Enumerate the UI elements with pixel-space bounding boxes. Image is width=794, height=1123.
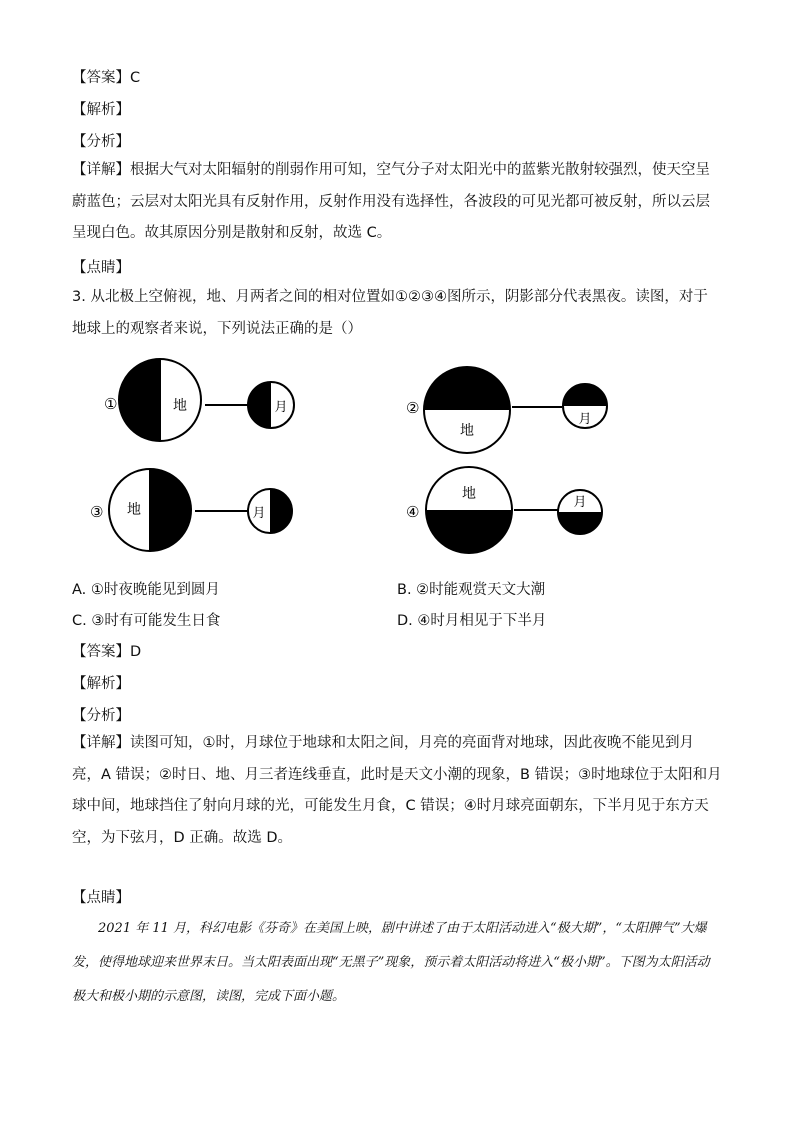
diagram-4 — [406, 467, 602, 553]
q3-comment-heading: 【点睛】 — [72, 890, 130, 906]
earth-4-night — [426, 510, 512, 553]
moon-1-night — [248, 382, 271, 428]
q3-analysis-heading: 【解析】 — [72, 676, 130, 692]
diagram-2-number: ② — [406, 399, 420, 417]
moon-2-night — [563, 384, 607, 406]
diagram-1-number: ① — [104, 395, 118, 413]
moon-3-night — [270, 489, 292, 533]
moon-2-label: 月 — [578, 412, 592, 427]
q3-answer: 【答案】D — [72, 644, 142, 660]
q3-fenxi-heading: 【分析】 — [72, 708, 130, 724]
option-d: D. ④时月相见于下半月 — [397, 613, 547, 629]
q3-stem: 3. 从北极上空俯视，地、月两者之间的相对位置如①②③④图所示，阴影部分代表黑夜。读图，对于地球上的观察者来说，下列说法正确的是（） — [72, 289, 708, 337]
option-b: B. ②时能观赏天文大潮 — [397, 582, 546, 598]
q2-analysis-heading: 【解析】 — [72, 102, 130, 118]
diagram-3 — [90, 469, 292, 551]
moon-4-label: 月 — [573, 495, 587, 510]
q2-fenxi-heading: 【分析】 — [72, 134, 130, 150]
q3-detail: 【详解】读图可知，①时，月球位于地球和太阳之间，月亮的亮面背对地球，因此夜晚不能见到月亮，A 错误；②时日、地、月三者连线垂直，此时是天文小潮的现象，B 错误；③时地球位于太阳和月球中间，地球挡住了射向月球的光，可能发生月食，C 错误；④时月球亮面朝东，下半月见于东方天空，为下弦月，D 正确。故选 D。 — [72, 735, 722, 846]
q2-answer: 【答案】C — [72, 70, 141, 86]
moon-3-label: 月 — [252, 506, 266, 521]
q2-detail: 【详解】根据大气对太阳辐射的削弱作用可知，空气分子对太阳光中的蓝紫光散射较强烈，使天空呈蔚蓝色；云层对太阳光具有反射作用，反射作用没有选择性，各波段的可见光都可被反射，所以云层呈现白色。故其原因分别是散射和反射，故选 C。 — [72, 162, 710, 241]
diagram-1 — [104, 359, 294, 441]
diagram-2 — [406, 367, 607, 453]
diagram-3-number: ③ — [90, 503, 104, 521]
q2-comment-heading: 【点睛】 — [72, 260, 130, 276]
earth-3-night — [150, 469, 191, 551]
earth-1-label: 地 — [173, 398, 187, 414]
moon-4-night — [558, 512, 602, 534]
earth-2-label: 地 — [460, 423, 474, 439]
earth-3-label: 地 — [127, 502, 141, 518]
earth-2-night — [424, 367, 510, 410]
diagram-4-number: ④ — [406, 503, 420, 521]
q4-intro: 2021 年 11 月，科幻电影《芬奇》在美国上映，剧中讲述了由于太阳活动进入“极大期”，“太阳脾气”大爆发，使得地球迎来世界末日。当太阳表面出现“无黑子”现象，预示着太阳活动将进入“极小期”。下图为太阳活动极大和极小期的示意图，读图，完成下面小题。 — [72, 921, 710, 1004]
moon-1-label: 月 — [274, 400, 288, 415]
earth-4-label: 地 — [462, 486, 476, 502]
option-a: A. ①时夜晚能见到圆月 — [72, 582, 220, 598]
earth-1-night — [119, 359, 160, 441]
option-c: C. ③时有可能发生日食 — [72, 613, 221, 629]
